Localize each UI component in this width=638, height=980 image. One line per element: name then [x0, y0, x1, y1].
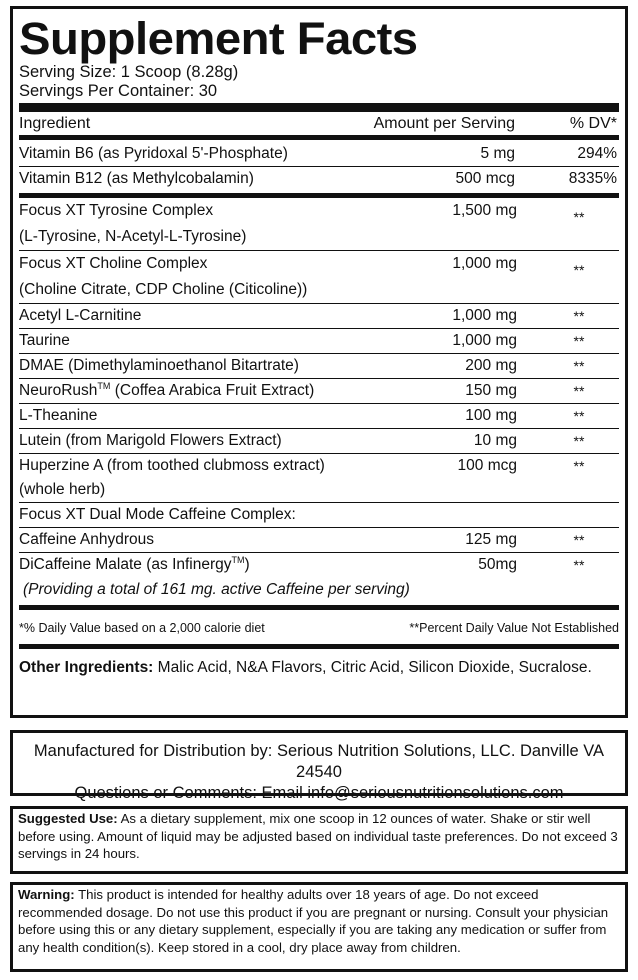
- other-ingredients-text: Malic Acid, N&A Flavors, Citric Acid, Silicon Dioxide, Sucralose.: [153, 659, 592, 676]
- ingredient-amount: 200 mg: [465, 357, 517, 374]
- manufacturer-line: Manufactured for Distribution by: Serious Nutrition Solutions, LLC. Danville VA 24540: [33, 742, 605, 781]
- table-row: [19, 429, 619, 454]
- ingredient-amount: 1,000 mg: [452, 332, 517, 349]
- ingredient-dv: 294%: [577, 145, 617, 162]
- table-row: [19, 304, 619, 329]
- warning-text: This product is intended for healthy adults over 18 years of age. Do not exceed recommended dosage. Do not use this product if you are pregnant or nursing. Consult your physician before using this or any dietary supplement, especially if you are taking any medication or suffer from any health condition(s). Keep stored in a cool, dry place away from children.: [18, 887, 609, 955]
- suggested-use-label: Suggested Use:: [18, 811, 118, 826]
- ingredient-amount: 100 mcg: [457, 457, 517, 474]
- ingredient-dv: **: [573, 458, 585, 474]
- footnote-daily-value: *% Daily Value based on a 2,000 calorie diet: [19, 621, 265, 635]
- header-dv: % DV*: [569, 115, 617, 132]
- table-row: [19, 142, 619, 167]
- ingredient-dv: [527, 503, 619, 527]
- ingredient-name: Huperzine A (from toothed clubmoss extract)(whole herb): [19, 457, 325, 498]
- ingredient-name: Acetyl L-Carnitine: [19, 307, 142, 324]
- header-ingredient: Ingredient: [19, 115, 91, 132]
- ingredient-name-suffix: (Coffea Arabica Fruit Extract): [110, 382, 315, 399]
- table-row: [19, 379, 619, 404]
- ingredient-amount: 10 mg: [473, 432, 517, 449]
- ingredient-name: DMAE (Dimethylaminoethanol Bitartrate): [19, 357, 299, 374]
- ingredient-dv: **: [573, 308, 585, 324]
- ingredient-dv: **: [573, 408, 585, 424]
- manufacturer-box: [10, 730, 628, 802]
- ingredient-name: DiCaffeine Malate (as Infinergy: [19, 556, 232, 573]
- ingredient-subtext: (Choline Citrate, CDP Choline (Citicoline)): [19, 281, 308, 298]
- table-header: [19, 112, 619, 135]
- ingredient-name: Lutein (from Marigold Flowers Extract): [19, 432, 282, 449]
- other-ingredients: [19, 649, 619, 679]
- ingredient-dv: **: [573, 557, 585, 573]
- ingredient-dv: **: [573, 209, 585, 225]
- ingredient-name: NeuroRush: [19, 382, 98, 399]
- ingredient-name: Vitamin B6 (as Pyridoxal 5'-Phosphate): [19, 145, 288, 162]
- ingredient-amount: [367, 503, 527, 527]
- table-row: [19, 251, 619, 304]
- ingredient-amount: 1,000 mg: [452, 255, 517, 272]
- ingredient-amount: 1,000 mg: [452, 307, 517, 324]
- trademark-mark: TM: [231, 555, 245, 565]
- suggested-use-text: As a dietary supplement, mix one scoop in 12 ounces of water. Shake or stir well before using. Amount of liquid may be adjusted based on individual taste preferences. Do not exceed 3 servings in 24 hours.: [18, 811, 618, 861]
- table-row: [19, 553, 619, 577]
- contact-line: Questions or Comments: Email info@seriousnutritionsolutions.com: [74, 784, 564, 802]
- ingredient-dv: **: [573, 358, 585, 374]
- ingredient-amount: 100 mg: [465, 407, 517, 424]
- ingredient-name: Taurine: [19, 332, 70, 349]
- table-row: [19, 167, 619, 191]
- ingredient-dv: 8335%: [568, 170, 617, 187]
- ingredient-name: Focus XT Dual Mode Caffeine Complex:: [19, 506, 296, 523]
- servings-per-container: Servings Per Container: 30: [19, 82, 218, 100]
- ingredient-name: Caffeine Anhydrous: [19, 531, 155, 548]
- supplement-facts-panel: [10, 6, 628, 718]
- ingredient-amount: 500 mcg: [455, 170, 515, 187]
- divider-medium: [19, 135, 619, 140]
- warning-box: [10, 882, 628, 972]
- ingredient-subtext: (L-Tyrosine, N-Acetyl-L-Tyrosine): [19, 228, 247, 245]
- ingredient-amount: 125 mg: [465, 531, 517, 548]
- ingredient-name: Focus XT Choline Complex: [19, 255, 208, 272]
- footnotes: [19, 610, 619, 640]
- ingredient-name: Vitamin B12 (as Methylcobalamin): [19, 170, 254, 187]
- serving-size: Serving Size: 1 Scoop (8.28g): [19, 63, 239, 81]
- blend-rows: [19, 198, 619, 577]
- footnote-not-established: **Percent Daily Value Not Established: [409, 621, 619, 635]
- table-row: [19, 454, 619, 503]
- divider-thick: [19, 103, 619, 112]
- ingredient-name: L-Theanine: [19, 407, 98, 424]
- other-ingredients-label: Other Ingredients:: [19, 659, 154, 676]
- header-amount: Amount per Serving: [373, 115, 515, 132]
- ingredient-name-suffix: ): [244, 556, 250, 573]
- table-row: [19, 503, 619, 528]
- ingredient-dv: **: [573, 532, 585, 548]
- vitamin-rows: [19, 142, 619, 191]
- caffeine-total-note: (Providing a total of 161 mg. active Caffeine per serving): [23, 581, 410, 598]
- panel-title: Supplement Facts: [19, 13, 418, 64]
- ingredient-dv: **: [573, 262, 585, 278]
- ingredient-dv: **: [573, 333, 585, 349]
- ingredient-dv: **: [573, 433, 585, 449]
- table-row: [19, 528, 619, 553]
- ingredient-amount: 150 mg: [465, 382, 517, 399]
- trademark-mark: TM: [97, 381, 111, 391]
- ingredient-dv: **: [573, 383, 585, 399]
- suggested-use-box: [10, 806, 628, 874]
- ingredient-amount: 50mg: [478, 556, 517, 573]
- ingredient-amount: 1,500 mg: [452, 202, 517, 219]
- table-row: [19, 198, 619, 251]
- table-row: [19, 404, 619, 429]
- table-row: [19, 354, 619, 379]
- ingredient-name: Focus XT Tyrosine Complex: [19, 202, 214, 219]
- warning-label: Warning:: [18, 887, 75, 902]
- ingredient-amount: 5 mg: [480, 145, 515, 162]
- table-row: [19, 329, 619, 354]
